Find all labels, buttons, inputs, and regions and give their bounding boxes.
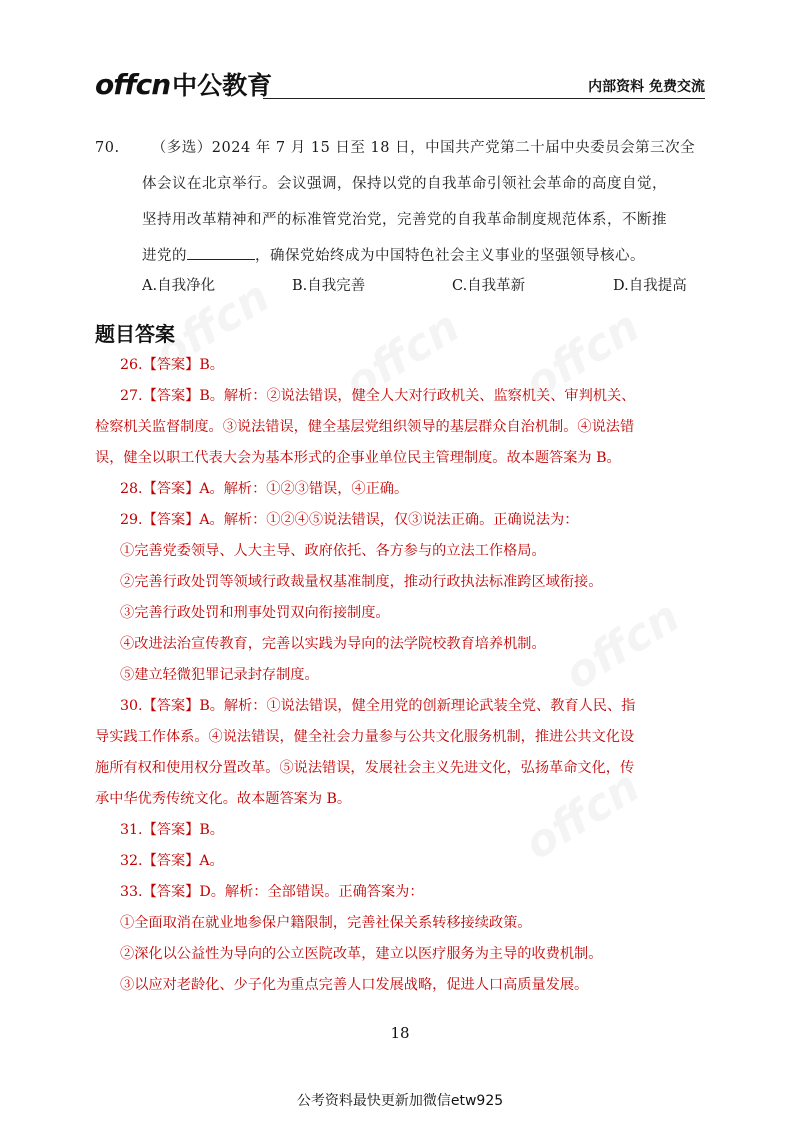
answer-line: 施所有权和使用权分置改革。⑤说法错误，发展社会主义先进文化，弘扬革命文化，传 <box>95 760 635 776</box>
answer-line: ④改进法治宣传教育，完善以实践为导向的法学院校教育培养机制。 <box>120 636 546 652</box>
answer-line: 27.【答案】B。解析：②说法错误，健全人大对行政机关、监察机关、审判机关、 <box>120 388 636 404</box>
answer-line: ③完善行政处罚和刑事处罚双向衔接制度。 <box>120 605 390 621</box>
page-header <box>95 62 705 104</box>
answer-line: 30.【答案】B。解析：①说法错误，健全用党的创新理论武装全党、教育人民、指 <box>120 698 636 714</box>
answer-line: ①全面取消在就业地参保户籍限制，完善社保关系转移接续政策。 <box>120 915 532 931</box>
answer-line: ②完善行政处罚等领域行政裁量权基准制度，推动行政执法标准跨区域衔接。 <box>120 574 603 590</box>
question-line-4-head: 进党的 <box>142 248 187 264</box>
option-c: C.自我革新 <box>452 278 526 294</box>
question-line-2: 体会议在北京举行。会议强调，保持以党的自我革命引领社会革命的高度自觉， <box>142 176 667 192</box>
logo-latin-text: offcn <box>95 68 171 101</box>
watermark <box>516 761 648 870</box>
answer-line: ③以应对老龄化、少子化为重点完善人口发展战略，促进人口高质量发展。 <box>120 977 589 993</box>
header-tagline: 内部资料 免费交流 <box>588 79 705 95</box>
option-d: D.自我提高 <box>613 278 687 294</box>
answer-line: 32.【答案】A。 <box>120 853 224 869</box>
answer-line: 26.【答案】B。 <box>120 357 224 373</box>
question-line-3: 坚持用改革精神和严的标准管党治党，完善党的自我革命制度规范体系，不断推 <box>142 212 667 228</box>
answer-line: 承中华优秀传统文化。故本题答案为 B。 <box>95 791 352 807</box>
answer-line: 31.【答案】B。 <box>120 822 224 838</box>
logo-chinese-text: 中公教育 <box>172 71 273 100</box>
header-divider <box>263 98 705 99</box>
answer-line: ⑤建立轻微犯罪记录封存制度。 <box>120 667 319 683</box>
section-title: 题目答案 <box>95 322 175 346</box>
answer-line: 导实践工作体系。④说法错误，健全社会力量参与公共文化服务机制，推进公共文化设 <box>95 729 635 745</box>
question-number: 70. <box>95 140 120 156</box>
answer-line: 28.【答案】A。解析：①②③错误，④正确。 <box>120 481 409 497</box>
answer-line: 检察机关监督制度。③说法错误，健全基层党组织领导的基层群众自治机制。④说法错 <box>95 419 635 435</box>
answer-blank <box>187 245 255 260</box>
option-a: A.自我净化 <box>142 278 216 294</box>
footer-note: 公考资料最快更新加微信etw925 <box>296 1093 504 1109</box>
answer-line: ②深化以公益性为导向的公立医院改革，建立以医疗服务为主导的收费机制。 <box>120 946 603 962</box>
offcn-logo <box>95 66 272 102</box>
page-number: 18 <box>390 1024 410 1042</box>
answer-line: 误，健全以职工代表大会为基本形式的企事业单位民主管理制度。故本题答案为 B。 <box>95 450 621 466</box>
answer-line: ①完善党委领导、人大主导、政府依托、各方参与的立法工作格局。 <box>120 543 546 559</box>
watermark <box>556 591 688 700</box>
answer-line: 29.【答案】A。解析：①②④⑤说法错误，仅③说法正确。正确说法为： <box>120 512 579 528</box>
question-line-1: （多选）2024 年 7 月 15 日至 18 日，中国共产党第二十届中央委员会第三次全 <box>151 140 696 156</box>
answer-line: 33.【答案】D。解析：全部错误。正确答案为： <box>120 884 424 900</box>
question-line-4-tail: ，确保党始终成为中国特色社会主义事业的坚强领导核心。 <box>255 248 645 264</box>
option-b: B.自我完善 <box>292 278 366 294</box>
